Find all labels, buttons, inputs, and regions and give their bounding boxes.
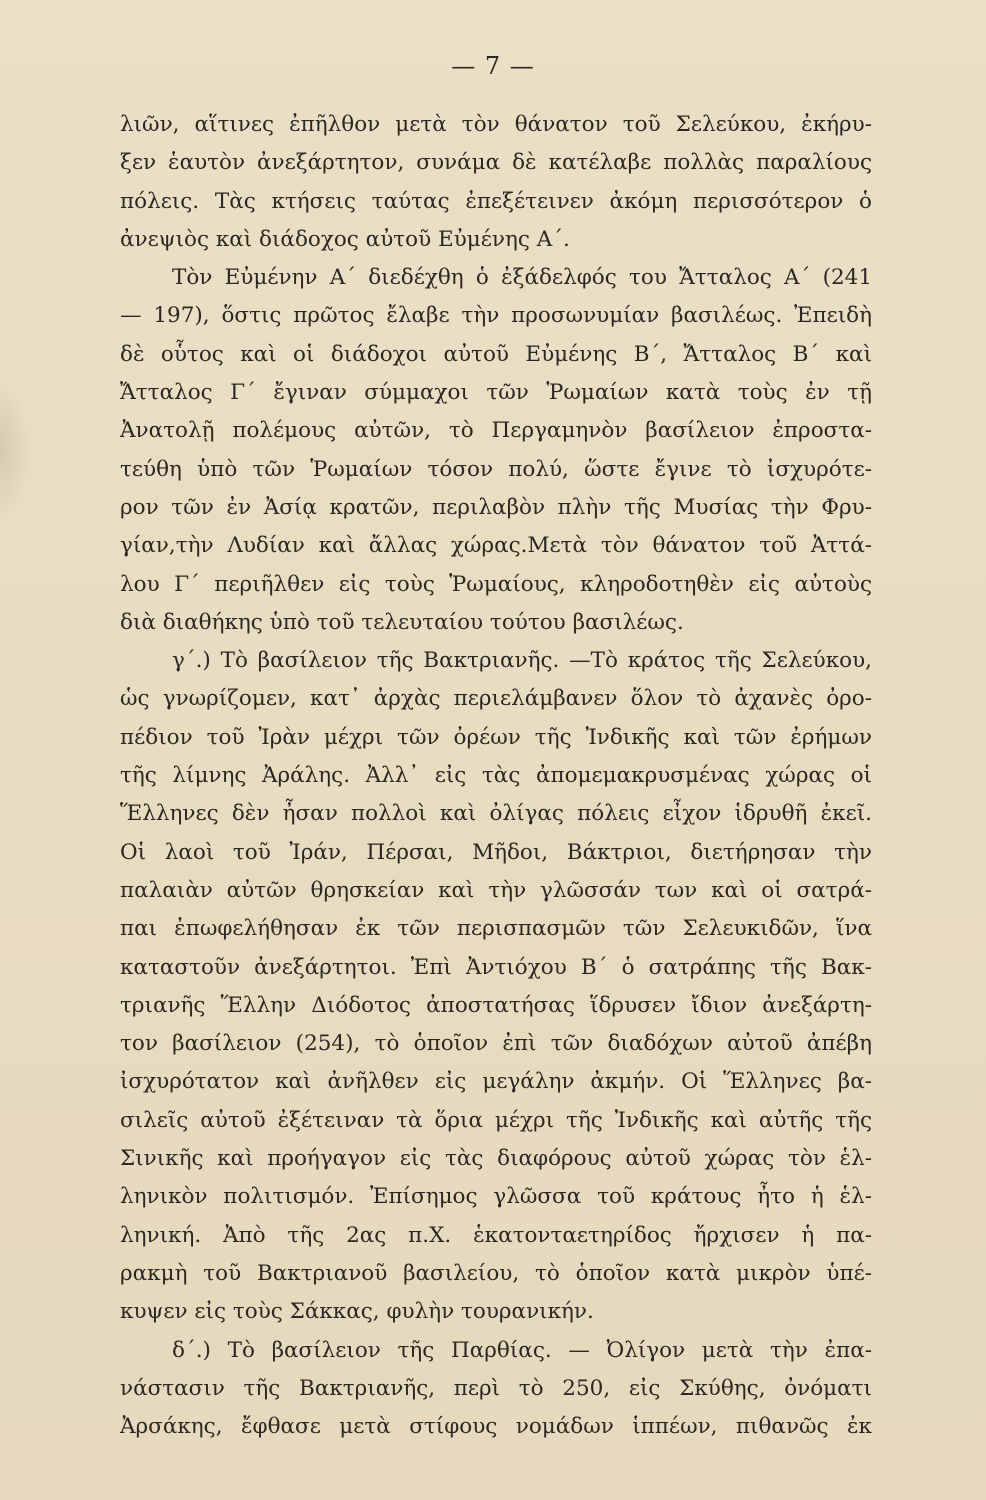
- text-line: Ἕλληνες δὲν ἦσαν πολλοὶ καὶ ὀλίγας πόλεις εἶχον ἱδρυθῆ ἐκεῖ.: [120, 801, 872, 827]
- text-line: τον βασίλειον (254), τὸ ὁποῖον ἐπὶ τῶν διαδόχων αὐτοῦ ἀπέβη: [120, 1031, 872, 1057]
- text-line: τῆς λίμνης Ἀράλης. Ἀλλ᾿ εἰς τὰς ἀπομεμακρυσμένας χώρας οἱ: [120, 763, 872, 789]
- page-number: — 7 —: [451, 52, 535, 80]
- text-line: πόλεις. Τὰς κτήσεις ταύτας ἐπεξέτεινεν ἀκόμη περισσότερον ὁ: [120, 188, 872, 214]
- text-line: καταστοῦν ἀνεξάρτητοι. Ἐπὶ Ἀντιόχου Β΄ ὁ σατράπης τῆς Βακ-: [120, 954, 872, 980]
- text-line: — 197), ὅστις πρῶτος ἔλαβε τὴν προσωνυμίαν βασιλέως. Ἐπειδὴ: [120, 303, 872, 329]
- text-line: κυψεν εἰς τοὺς Σάκκας, φυλὴν τουρανικήν.: [120, 1299, 594, 1325]
- text-line: ὡς γνωρίζομεν, κατ᾿ ἀρχὰς περιελάμβανεν ὅλον τὸ ἀχανὲς ὀρο-: [120, 686, 872, 712]
- text-line: ρακμὴ τοῦ Βακτριανοῦ βασιλείου, τὸ ὁποῖον κατὰ μικρὸν ὑπέ-: [120, 1260, 872, 1286]
- text-line: Ἄτταλος Γ΄ ἔγιναν σύμμαχοι τῶν Ῥωμαίων κατὰ τοὺς ἐν τῇ: [120, 380, 872, 406]
- text-line: ξεν ἑαυτὸν ἀνεξάρτητον, συνάμα δὲ κατέλαβε πολλὰς παραλίους: [120, 150, 872, 176]
- text-line: παλαιὰν αὐτῶν θρησκείαν καὶ τὴν γλῶσσάν των καὶ οἱ σατρά-: [120, 877, 872, 903]
- page-edge-stain: [0, 380, 30, 520]
- text-line: τριανῆς Ἕλλην Διόδοτος ἀποστατήσας ἵδρυσεν ἴδιον ἀνεξάρτη-: [120, 992, 872, 1018]
- text-line: γίαν,τὴν Λυδίαν καὶ ἄλλας χώρας.Μετὰ τὸν θάνατον τοῦ Ἀττά-: [120, 533, 872, 559]
- text-line: λιῶν, αἵτινες ἐπῆλθον μετὰ τὸν θάνατον τοῦ Σελεύκου, ἐκήρυ-: [120, 112, 872, 137]
- text-line: Ἀνατολῇ πολέμους αὐτῶν, τὸ Περγαμηνὸν βασίλειον ἐπροστα-: [120, 418, 872, 444]
- text-line: ληνική. Ἀπὸ τῆς 2ας π.Χ. ἑκατονταετηρίδος ἤρχισεν ἡ πα-: [120, 1222, 872, 1248]
- text-line: λου Γ΄ περιῆλθεν εἰς τοὺς Ῥωμαίους, κληροδοτηθὲν εἰς αὐτοὺς: [120, 571, 872, 597]
- text-line: διὰ διαθήκης ὑπὸ τοῦ τελευταίου τούτου βασιλέως.: [120, 609, 684, 635]
- text-line: Σινικῆς καὶ προήγαγον εἰς τὰς διαφόρους αὐτοῦ χώρας τὸν ἑλ-: [120, 1146, 872, 1172]
- text-line: νάστασιν τῆς Βακτριανῆς, περὶ τὸ 250, εἰς Σκύθης, ὀνόματι: [120, 1375, 872, 1401]
- text-line: πέδιον τοῦ Ἰρὰν μέχρι τῶν ὀρέων τῆς Ἰνδικῆς καὶ τῶν ἐρήμων: [120, 724, 872, 750]
- text-line: σιλεῖς αὐτοῦ ἐξέτειναν τὰ ὅρια μέχρι τῆς Ἰνδικῆς καὶ αὐτῆς τῆς: [120, 1107, 872, 1133]
- text-line: τεύθη ὑπὸ τῶν Ῥωμαίων τόσον πολύ, ὥστε ἔγινε τὸ ἰσχυρότε-: [120, 456, 872, 482]
- text-line: ἀνεψιὸς καὶ διάδοχος αὐτοῦ Εὐμένης Α΄.: [120, 226, 570, 252]
- text-line: ρον τῶν ἐν Ἀσίᾳ κρατῶν, περιλαβὸν πλὴν τῆς Μυσίας τὴν Φρυ-: [120, 494, 872, 520]
- text-line: δὲ οὗτος καὶ οἱ διάδοχοι αὐτοῦ Εὐμένης Β΄, Ἄτταλος Β΄ καὶ: [120, 341, 872, 367]
- text-line: παι ἐπωφελήθησαν ἐκ τῶν περισπασμῶν τῶν Σελευκιδῶν, ἵνα: [120, 916, 872, 942]
- text-line: Οἱ λαοὶ τοῦ Ἰράν, Πέρσαι, Μῆδοι, Βάκτριοι, διετήρησαν τὴν: [120, 839, 872, 865]
- text-line: Ἀρσάκης, ἔφθασε μετὰ στίφους νομάδων ἱππέων, πιθανῶς ἐκ: [120, 1414, 872, 1440]
- text-line: ληνικὸν πολιτισμόν. Ἐπίσημος γλῶσσα τοῦ κράτους ἦτο ἡ ἑλ-: [120, 1184, 872, 1210]
- text-line: Τὸν Εὐμένην Α΄ διεδέχθη ὁ ἐξάδελφός του Ἄτταλος Α΄ (241: [172, 265, 872, 291]
- text-line: γ΄.) Τὸ βασίλειον τῆς Βακτριανῆς. —Τὸ κράτος τῆς Σελεύκου,: [172, 648, 872, 674]
- text-line: ἰσχυρότατον καὶ ἀνῆλθεν εἰς μεγάλην ἀκμήν. Οἱ Ἕλληνες βα-: [120, 1069, 872, 1095]
- body-text: [120, 106, 872, 1446]
- text-line: δ΄.) Τὸ βασίλειον τῆς Παρθίας. — Ὀλίγον μετὰ τὴν ἐπα-: [172, 1337, 872, 1363]
